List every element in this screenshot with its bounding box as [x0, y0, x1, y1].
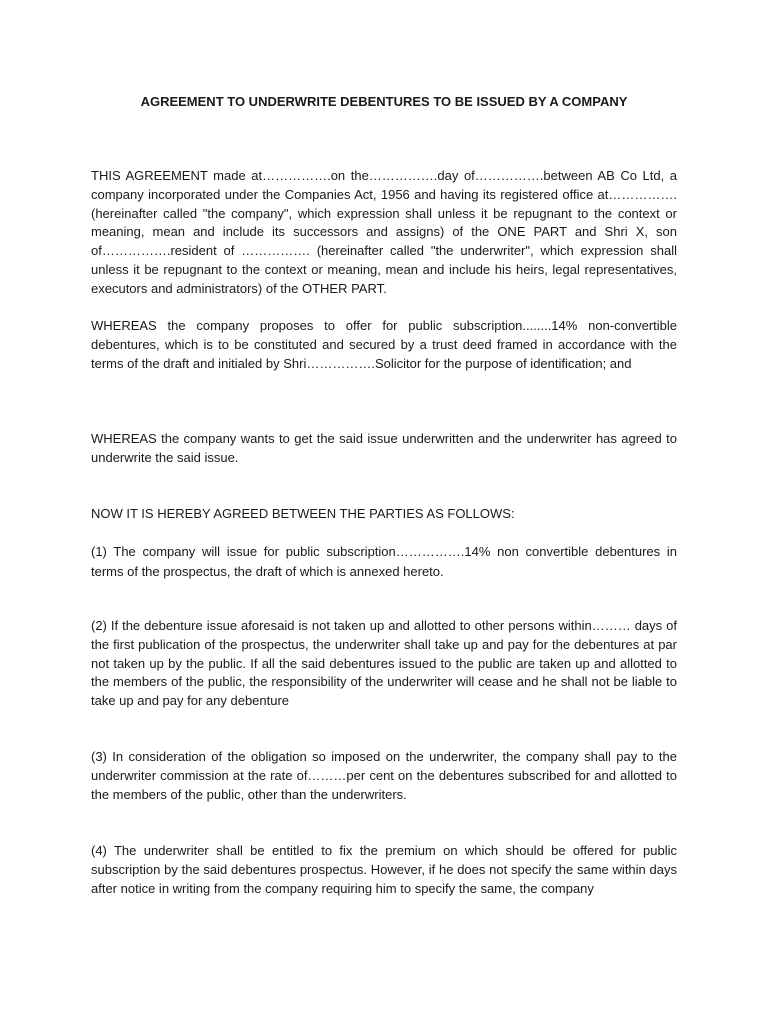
clause-3: (3) In consideration of the obligation so imposed on the underwriter, the company shall pay to the underwriter commission at the rate of………per cent on the debentures subscribed for and allotted to the members of the public, other than the underwriters. — [91, 749, 677, 802]
clause-1: (1) The company will issue for public subscription…………….14% non convertible debentures in terms of the prospectus, the draft of which is annexed hereto. — [91, 544, 677, 579]
clause-2: (2) If the debenture issue aforesaid is not taken up and allotted to other persons within……… days of the first publication of the prospectus, the underwriter shall take up and pay for the debentures at par not taken up by the public. If all the said debentures issued to the public are taken up and allotted to the members of the public, the responsibility of the underwriter will cease and he shall not be liable to take up and pay for any debenture — [91, 618, 677, 709]
intro-paragraph: THIS AGREEMENT made at…………….on the…………….day of…………….between AB Co Ltd, a company incorporated under the Companies Act, 1956 and having its registered office at…………….(hereinafter called "the company", which expression shall unless it be repugnant to the context or meaning, mean and include its successors and assigns) of the ONE PART and Shri X, son of…………….resident of ……………. (hereinafter called "the underwriter", which expression shall unless it be repugnant to the context or meaning, mean and include his heirs, legal representatives, executors and administrators) of the OTHER PART. — [91, 168, 677, 296]
clause-4: (4) The underwriter shall be entitled to fix the premium on which should be offered for public subscription by the said debentures prospectus. However, if he does not specify the same within days after notice in writing from the company requiring him to specify the same, the company — [91, 843, 677, 896]
whereas-paragraph-1: WHEREAS the company proposes to offer for public subscription........14% non-convertible debentures, which is to be constituted and secured by a trust deed framed in accordance with the terms of the draft and initialed by Shri…………….Solicitor for the purpose of identification; and — [91, 318, 677, 371]
document-title: AGREEMENT TO UNDERWRITE DEBENTURES TO BE ISSUED BY A COMPANY — [140, 94, 628, 109]
whereas-paragraph-2: WHEREAS the company wants to get the said issue underwritten and the underwriter has agreed to underwrite the said issue. — [91, 431, 677, 465]
agreement-heading: NOW IT IS HEREBY AGREED BETWEEN THE PARTIES AS FOLLOWS: — [91, 506, 515, 521]
